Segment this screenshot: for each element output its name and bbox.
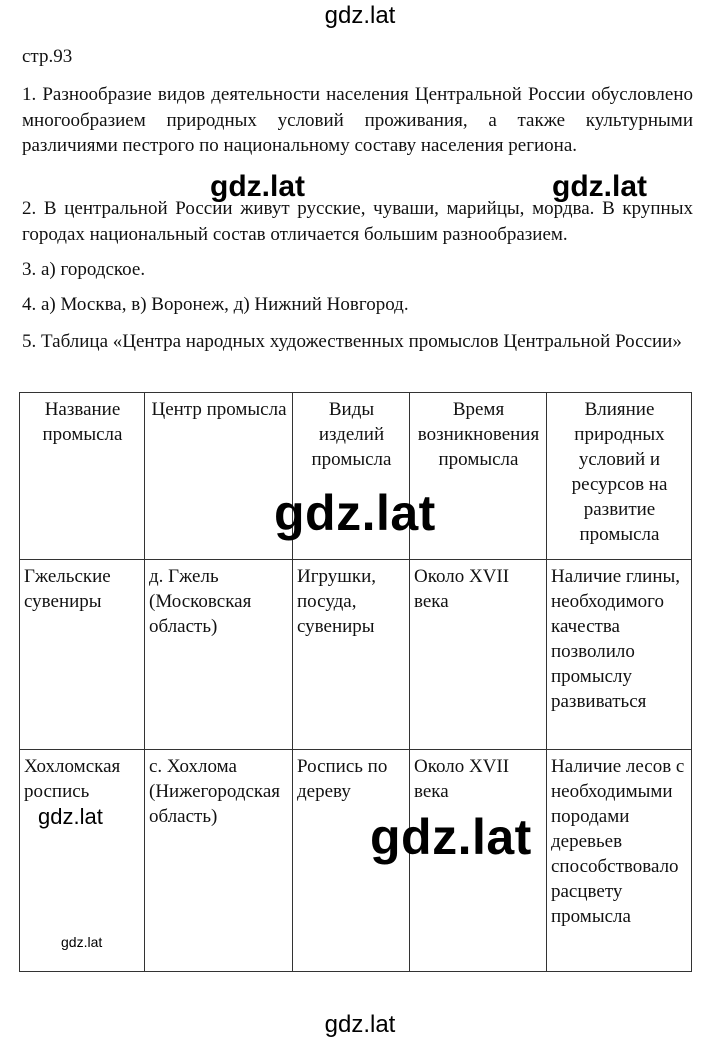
answer-5: 5. Таблица «Центра народных художественных промыслов Центральной России» (22, 331, 682, 352)
watermark-mid-right: gdz.lat (552, 170, 647, 203)
answer-1: 1. Разнообразие видов деятельности населения Центральной России обусловлено многообразием природных условий проживания, а также культурными различиями пестрого по национальному составу населения региона. (22, 84, 693, 156)
table-row (20, 750, 692, 972)
watermark-bottom: gdz.lat (324, 1011, 396, 1038)
crafts-table (19, 392, 692, 972)
table-cell: Хохломская роспись (20, 750, 145, 972)
page-number-label: стр.93 (22, 46, 73, 67)
watermark-table-lower-right: gdz.lat (370, 809, 532, 865)
watermark-table-lower-left: gdz.lat (38, 804, 103, 829)
watermark-table-bottom-small: gdz.lat (61, 934, 103, 950)
watermark-mid-left: gdz.lat (210, 170, 305, 203)
table-cell: Около XVII века (410, 560, 547, 750)
table-cell: Наличие глины, необходимого качества позволило промыслу развиваться (547, 560, 692, 750)
answer-3: 3. а) городское. (22, 259, 146, 280)
header-cell-products: Виды изделий промысла (293, 393, 410, 560)
table-cell: с. Хохлома (Нижегородская область) (145, 750, 293, 972)
table-cell: Игрушки, посуда, сувениры (293, 560, 410, 750)
table-cell: Гжельские сувениры (20, 560, 145, 750)
watermark-top: gdz.lat (324, 2, 396, 29)
answer-2: 2. В центральной России живут русские, чуваши, марийцы, мордва. В крупных городах национальный состав отличается большим разнообразием. (22, 198, 693, 245)
watermark-table-center: gdz.lat (274, 485, 436, 541)
table-cell: Наличие лесов с необходимыми породами деревьев способствовало расцвету промысла (547, 750, 692, 972)
header-cell-center: Центр промысла (145, 393, 293, 560)
answer-4: 4. а) Москва, в) Воронеж, д) Нижний Новгород. (22, 294, 409, 315)
table-cell: Роспись по дереву (293, 750, 410, 972)
table-cell: д. Гжель (Московская область) (145, 560, 293, 750)
header-cell-name: Название промысла (20, 393, 145, 560)
header-cell-influence: Влияние природных условий и ресурсов на развитие промысла (547, 393, 692, 560)
table-cell: Около XVII века (410, 750, 547, 972)
table-row (20, 560, 692, 750)
header-cell-time: Время возникновения промысла (410, 393, 547, 560)
